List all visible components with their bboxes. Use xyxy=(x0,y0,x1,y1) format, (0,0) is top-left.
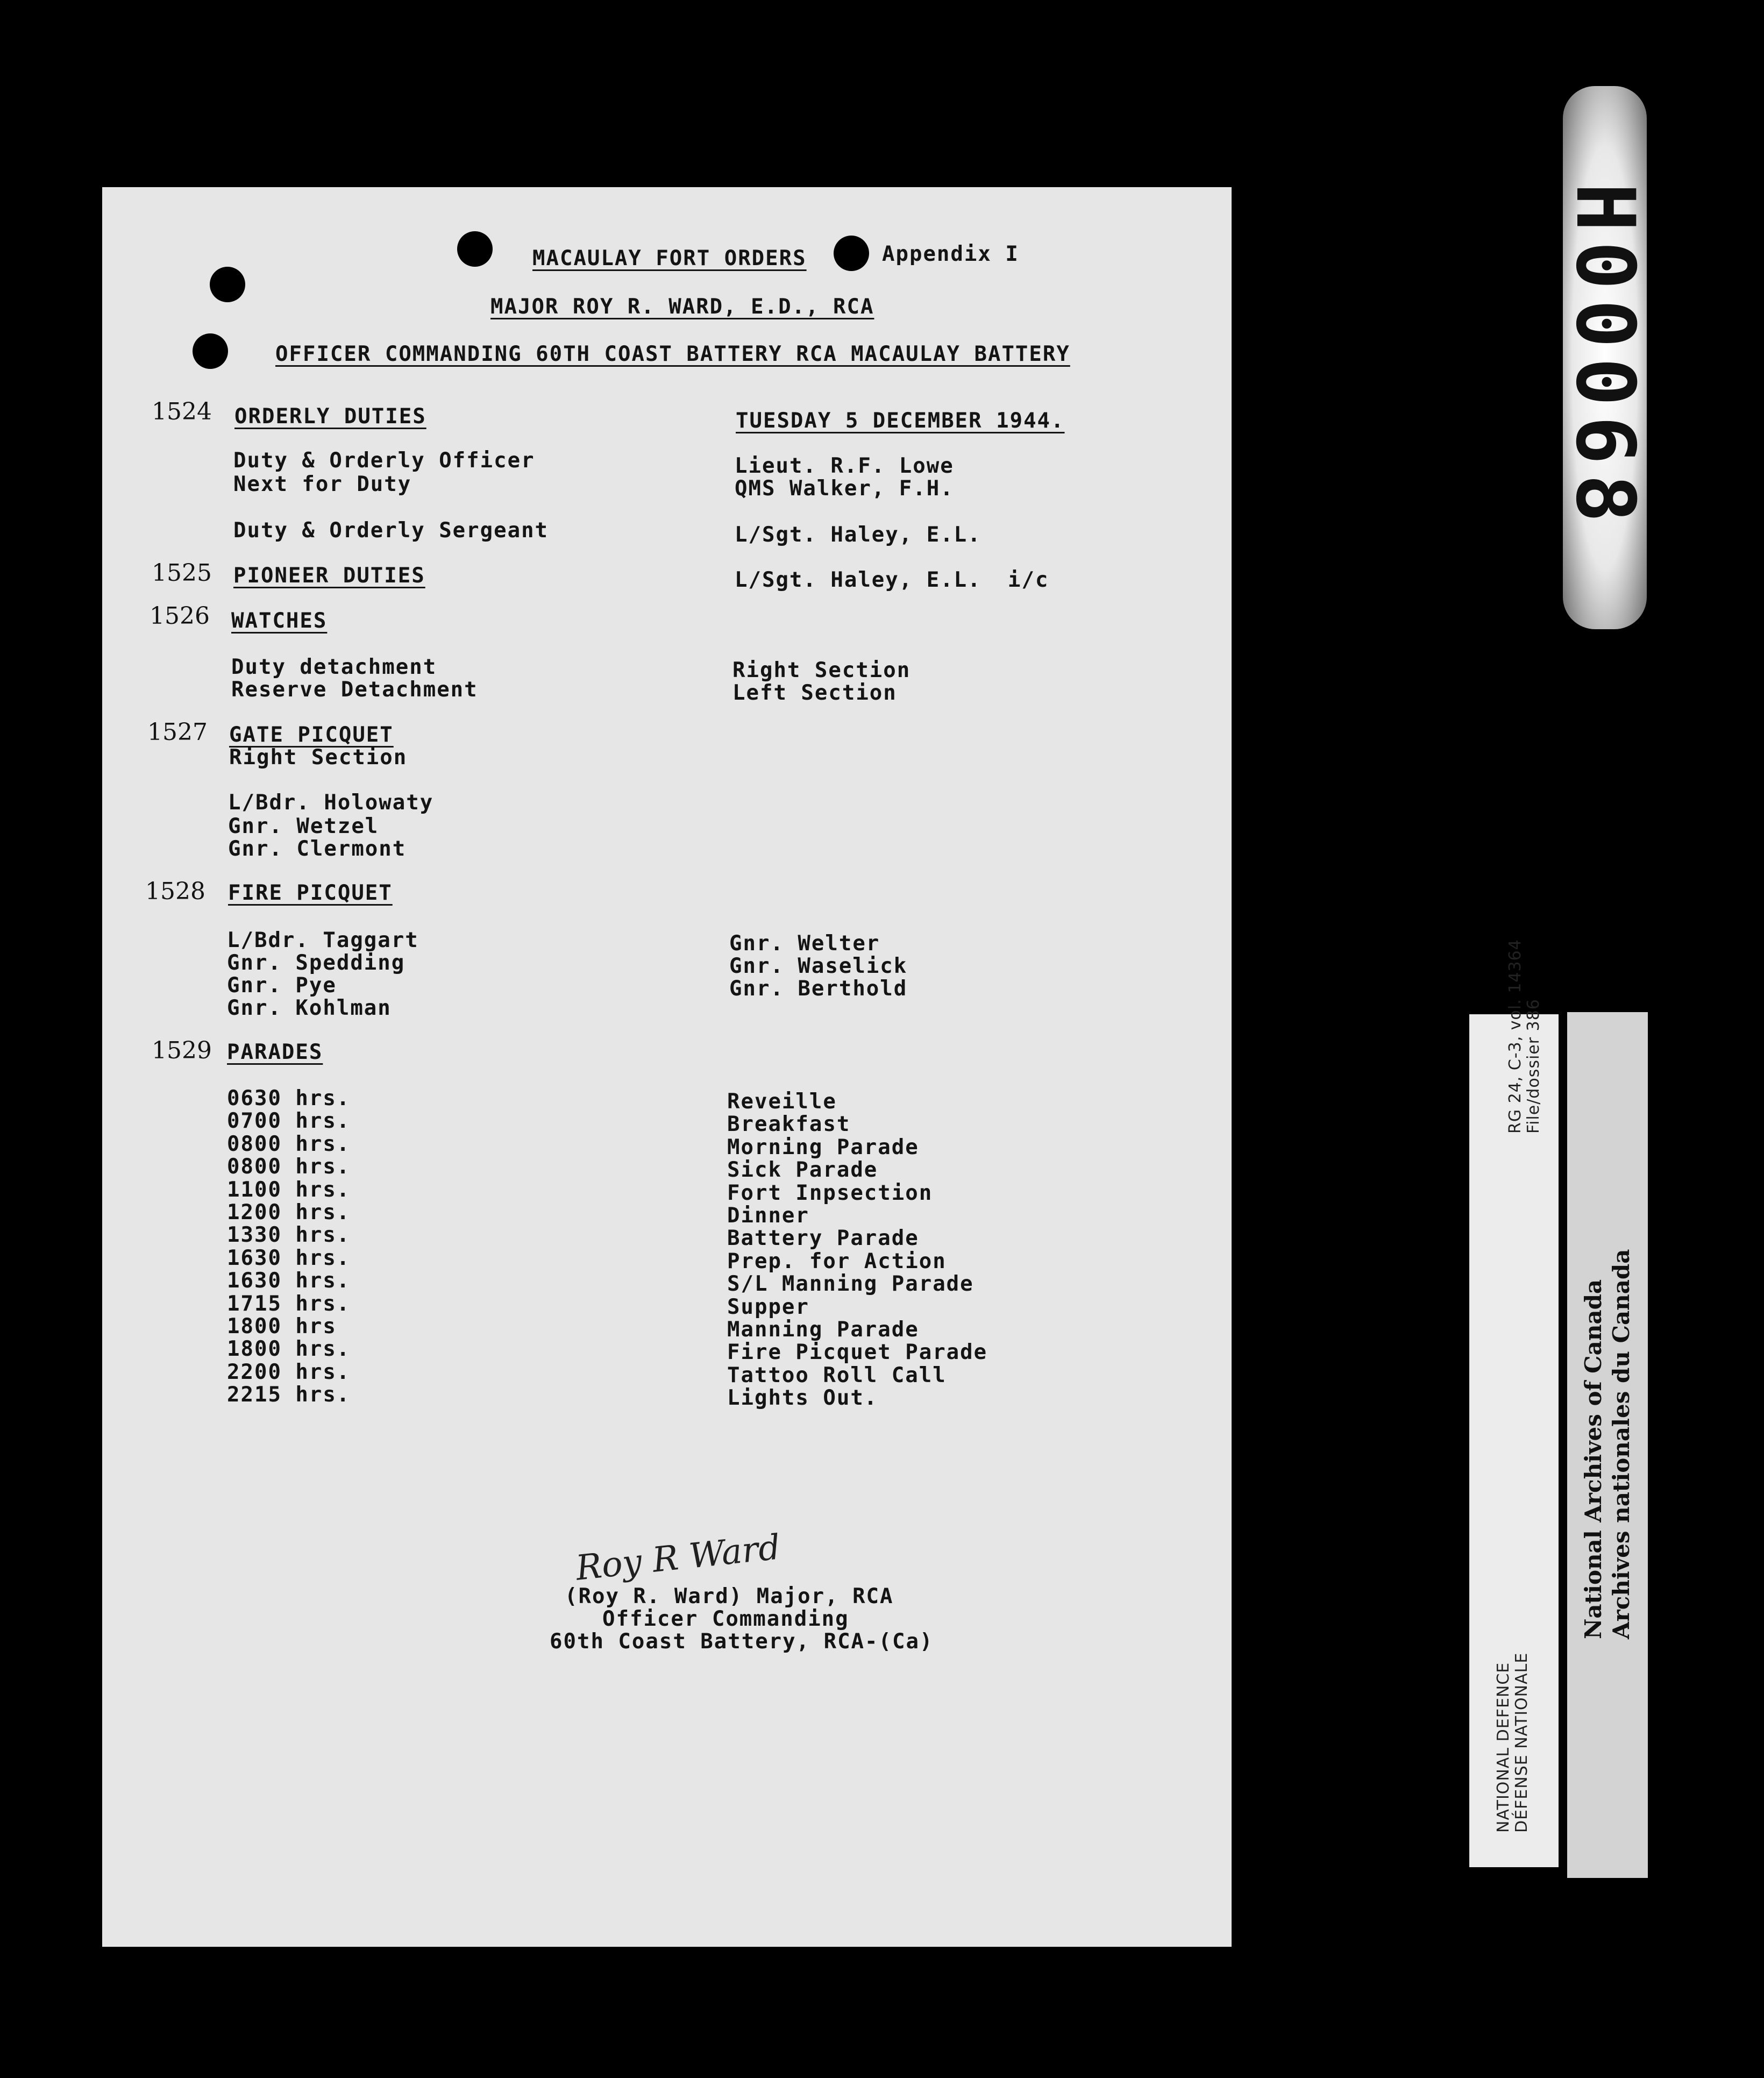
parade-event: Prep. for Action xyxy=(727,1249,947,1273)
archive-reference: File/dossier 386 xyxy=(1524,999,1543,1134)
parade-event: Reveille xyxy=(727,1090,837,1114)
punch-hole xyxy=(457,231,493,267)
parade-time: 1200 hrs. xyxy=(227,1200,351,1225)
parade-event: Fort Inpsection xyxy=(727,1181,933,1205)
document-title: MACAULAY FORT ORDERS xyxy=(532,246,807,271)
commander-line: MAJOR ROY R. WARD, E.D., RCA xyxy=(490,295,874,319)
section-heading: GATE PICQUET xyxy=(229,723,394,747)
fire-picquet-member: Gnr. Pye xyxy=(227,973,337,998)
section-heading: PARADES xyxy=(227,1040,323,1064)
fire-picquet-member: L/Bdr. Taggart xyxy=(227,928,419,952)
parade-time: 0800 hrs. xyxy=(227,1132,351,1156)
order-number: 1524 xyxy=(152,398,212,425)
section-heading: FIRE PICQUET xyxy=(228,881,393,905)
next-for-duty-label: Next for Duty xyxy=(233,472,412,496)
signature-line: 60th Coast Battery, RCA-(Ca) xyxy=(550,1629,934,1654)
appendix-label: Appendix I xyxy=(882,242,1019,266)
parade-event: Morning Parade xyxy=(727,1135,919,1159)
gate-member: Gnr. Wetzel xyxy=(228,814,379,838)
parade-event: Dinner xyxy=(727,1204,809,1228)
parade-time: 1630 hrs. xyxy=(227,1269,351,1293)
parade-event: Fire Picquet Parade xyxy=(727,1340,988,1364)
parade-time: 2215 hrs. xyxy=(227,1383,351,1407)
duty-sergeant: L/Sgt. Haley, E.L. xyxy=(735,523,981,547)
department-name: DÉFENSE NATIONALE xyxy=(1512,1652,1531,1833)
fire-picquet-member: Gnr. Kohlman xyxy=(227,996,392,1020)
gate-member: L/Bdr. Holowaty xyxy=(228,791,434,815)
pioneer-ic: i/c xyxy=(1008,568,1049,592)
reserve-detachment: Left Section xyxy=(732,681,897,705)
archive-name-strip xyxy=(1567,1012,1648,1878)
next-for-duty: QMS Walker, F.H. xyxy=(735,476,954,501)
parade-time: 1800 hrs. xyxy=(227,1337,351,1361)
punch-hole xyxy=(210,267,245,302)
archives-name: National Archives of Canada xyxy=(1580,1279,1606,1639)
parade-time: 0630 hrs. xyxy=(227,1086,351,1111)
parade-event: Breakfast xyxy=(727,1112,851,1136)
duty-officer: Lieut. R.F. Lowe xyxy=(735,454,954,478)
fire-picquet-member: Gnr. Welter xyxy=(729,931,880,956)
duty-detachment-label: Duty detachment xyxy=(231,655,437,679)
parade-time: 0800 hrs. xyxy=(227,1155,351,1179)
handwritten-signature: Roy R Ward xyxy=(574,1527,783,1589)
archive-reference: RG 24, C-3, vol. 14364 xyxy=(1506,939,1525,1134)
parade-event: Battery Parade xyxy=(727,1226,919,1250)
order-number: 1529 xyxy=(152,1037,212,1064)
unit-line: OFFICER COMMANDING 60TH COAST BATTERY RCA MACAULAY BATTERY xyxy=(275,342,1070,366)
parade-event: S/L Manning Parade xyxy=(727,1272,974,1296)
section-heading: ORDERLY DUTIES xyxy=(234,404,426,429)
parade-event: Sick Parade xyxy=(727,1158,878,1182)
order-number: 1525 xyxy=(152,559,212,587)
punch-hole xyxy=(834,236,869,271)
parade-time: 1800 hrs xyxy=(227,1314,337,1339)
document-page xyxy=(102,187,1232,1947)
section-heading: WATCHES xyxy=(231,609,328,633)
archives-name: Archives nationales du Canada xyxy=(1608,1249,1634,1639)
parade-time: 0700 hrs. xyxy=(227,1109,351,1133)
department-name: NATIONAL DEFENCE xyxy=(1494,1662,1513,1833)
punch-hole xyxy=(193,333,228,369)
parade-time: 1630 hrs. xyxy=(227,1246,351,1270)
duty-detachment: Right Section xyxy=(732,658,911,682)
signature-line: (Roy R. Ward) Major, RCA xyxy=(565,1584,894,1609)
order-number: 1526 xyxy=(150,602,210,630)
duty-officer-label: Duty & Orderly Officer xyxy=(233,449,535,473)
fire-picquet-member: Gnr. Spedding xyxy=(227,951,406,975)
parade-time: 2200 hrs. xyxy=(227,1360,351,1384)
section-heading: PIONEER DUTIES xyxy=(233,564,425,588)
parade-time: 1100 hrs. xyxy=(227,1178,351,1202)
parade-event: Manning Parade xyxy=(727,1318,919,1342)
fire-picquet-member: Gnr. Berthold xyxy=(729,977,908,1001)
signature-line: Officer Commanding xyxy=(602,1607,849,1631)
parade-time: 1330 hrs. xyxy=(227,1223,351,1247)
parade-event: Supper xyxy=(727,1295,809,1319)
parade-time: 1715 hrs. xyxy=(227,1292,351,1316)
fire-picquet-member: Gnr. Waselick xyxy=(729,954,908,978)
order-number: 1528 xyxy=(145,878,205,905)
parade-event: Tattoo Roll Call xyxy=(727,1363,947,1387)
duty-sergeant-label: Duty & Orderly Sergeant xyxy=(233,518,549,543)
parade-event: Lights Out. xyxy=(727,1386,878,1410)
gate-section: Right Section xyxy=(229,745,408,770)
order-number: 1527 xyxy=(147,718,208,746)
order-date: TUESDAY 5 DECEMBER 1944. xyxy=(736,409,1065,433)
pioneer-name: L/Sgt. Haley, E.L. xyxy=(735,568,981,592)
frame-number-label xyxy=(1558,86,1652,629)
gate-member: Gnr. Clermont xyxy=(228,837,407,861)
frame-number: H00068 xyxy=(1558,183,1652,532)
reserve-detachment-label: Reserve Detachment xyxy=(231,678,478,702)
